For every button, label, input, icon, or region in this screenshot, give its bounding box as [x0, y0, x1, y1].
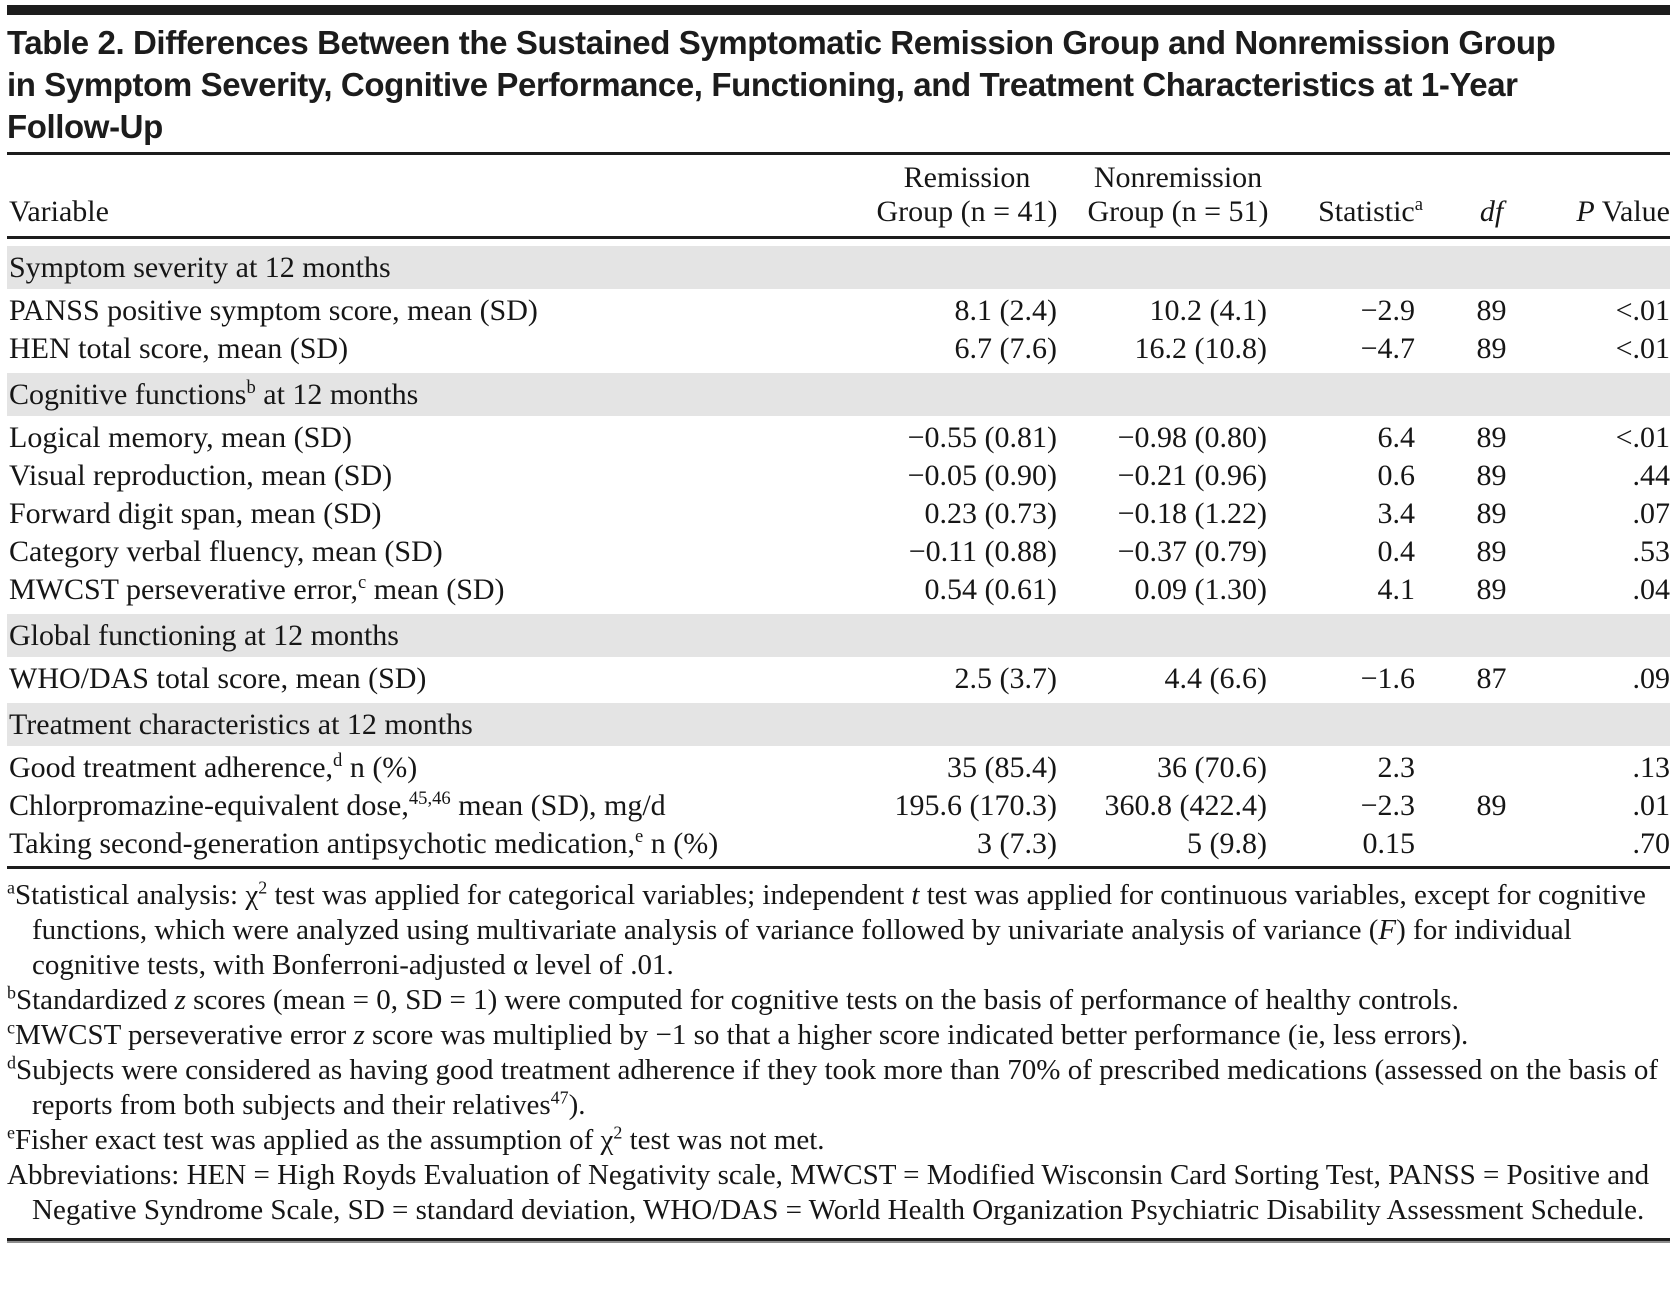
table-row	[7, 660, 1670, 698]
table-title-line: Follow-Up	[7, 108, 163, 145]
cell-nonremission: −0.21 (0.96)	[1117, 459, 1267, 492]
cell-df: 89	[1476, 789, 1507, 822]
cell-p-value: .70	[1632, 827, 1670, 860]
section-row	[7, 373, 1670, 416]
cell-remission: 0.23 (0.73)	[924, 497, 1057, 530]
table-row	[7, 419, 1670, 457]
cell-remission: −0.11 (0.88)	[908, 535, 1057, 568]
row-label: MWCST perseverative error,$^c$ mean (SD)	[9, 572, 505, 606]
table-row	[7, 292, 1670, 330]
col-header-remission-group: Remission Group (n = 41)	[876, 161, 1058, 228]
cell-remission: 8.1 (2.4)	[954, 294, 1057, 327]
cell-df: 89	[1476, 459, 1507, 492]
section-row	[7, 614, 1670, 657]
cell-df: 89	[1476, 573, 1507, 606]
table-row	[7, 749, 1670, 787]
cell-p-value: <.01	[1615, 332, 1670, 365]
cell-p-value: .04	[1632, 573, 1670, 606]
cell-statistic: −2.9	[1360, 294, 1415, 327]
cell-remission: 2.5 (3.7)	[954, 662, 1057, 695]
row-label: Logical memory, mean (SD)	[9, 421, 352, 454]
table-header-row	[7, 155, 1670, 236]
row-label: PANSS positive symptom score, mean (SD)	[9, 294, 538, 327]
footnote-d: $^d$Subjects were considered as having good treatment adherence if they took more than 70% of prescribed medications (assessed on the basis of reports from both subjects and their relatives$^{47}$).	[7, 1052, 1658, 1121]
row-label: Category verbal fluency, mean (SD)	[9, 535, 443, 568]
cell-statistic: 0.4	[1377, 535, 1415, 568]
cell-df: 89	[1476, 497, 1507, 530]
footnote-b: $^b$Standardized z scores (mean = 0, SD = 1) were computed for cognitive tests on the basis of performance of healthy controls.	[7, 982, 1459, 1016]
row-label: Good treatment adherence,$^d$ n (%)	[9, 750, 418, 784]
cell-df: 87	[1476, 662, 1507, 695]
cell-nonremission: −0.37 (0.79)	[1117, 535, 1267, 568]
cell-remission: −0.55 (0.81)	[907, 421, 1057, 454]
cell-nonremission: 360.8 (422.4)	[1104, 789, 1267, 822]
cell-remission: 3 (7.3)	[977, 827, 1057, 860]
row-label: Visual reproduction, mean (SD)	[9, 459, 393, 492]
col-header-statistic: Statistic$^a$	[1318, 194, 1423, 228]
cell-statistic: 6.4	[1377, 421, 1415, 454]
table-body	[7, 239, 1670, 866]
cell-remission: 35 (85.4)	[947, 751, 1057, 784]
cell-df: 89	[1476, 421, 1507, 454]
bottom-rule	[7, 1238, 1670, 1243]
col-header-df: df	[1479, 195, 1504, 228]
section-label: Global functioning at 12 months	[9, 618, 399, 652]
footnotes-block	[7, 869, 1670, 1234]
footnote-a: $^a$Statistical analysis: $\chi^2$ test was applied for categorical variables; independent t test was applied for continuous variables, except for cognitive functions, which were analyzed using multivariate analysis of variance followed by univariate analysis of variance (F) for individual cognitive tests, with Bonferroni-adjusted α level of .01.	[7, 877, 1646, 981]
section-label: Cognitive functions$^b$ at 12 months	[9, 376, 419, 411]
cell-p-value: <.01	[1615, 421, 1670, 454]
cell-p-value: .07	[1632, 497, 1670, 530]
cell-df: 89	[1476, 332, 1507, 365]
section-label: Treatment characteristics at 12 months	[9, 707, 473, 741]
cell-statistic: 0.15	[1362, 827, 1415, 860]
table-row	[7, 330, 1670, 368]
table-title-line: Table 2. Differences Between the Sustained Symptomatic Remission Group and Nonremission Group	[7, 24, 1556, 61]
cell-statistic: −4.7	[1360, 332, 1415, 365]
table-row	[7, 825, 1670, 863]
row-label: HEN total score, mean (SD)	[9, 332, 349, 365]
cell-nonremission: 36 (70.6)	[1157, 751, 1267, 784]
table-row	[7, 571, 1670, 609]
abbreviations-note: Abbreviations: HEN = High Royds Evaluation of Negativity scale, MWCST = Modified Wisconsin Card Sorting Test, PANSS = Positive and Negative Syndrome Scale, SD = standard deviation, WHO/DAS = World Health Organization Psychiatric Disability Assessment Schedule.	[7, 1159, 1650, 1226]
cell-p-value: .44	[1632, 459, 1670, 492]
cell-p-value: .13	[1632, 751, 1670, 784]
section-row	[7, 246, 1670, 289]
cell-p-value: .53	[1632, 535, 1670, 568]
row-label: Taking second-generation antipsychotic medication,$^e$ n (%)	[9, 826, 719, 860]
cell-statistic: 0.6	[1377, 459, 1415, 492]
table-row	[7, 787, 1670, 825]
table-title-line: in Symptom Severity, Cognitive Performance, Functioning, and Treatment Characteristics at 1-Year	[7, 66, 1518, 103]
col-header-nonremission-group: Nonremission Group (n = 51)	[1087, 161, 1269, 228]
section-row	[7, 703, 1670, 746]
cell-df: 89	[1476, 535, 1507, 568]
cell-remission: 6.7 (7.6)	[954, 332, 1057, 365]
cell-statistic: 3.4	[1377, 497, 1415, 530]
row-label: Forward digit span, mean (SD)	[9, 497, 382, 530]
cell-statistic: −1.6	[1360, 662, 1415, 695]
cell-nonremission: 10.2 (4.1)	[1149, 294, 1267, 327]
table-title	[7, 22, 1670, 155]
cell-nonremission: 0.09 (1.30)	[1134, 573, 1267, 606]
cell-remission: 195.6 (170.3)	[894, 789, 1057, 822]
cell-p-value: .01	[1632, 789, 1670, 822]
table-row	[7, 457, 1670, 495]
cell-nonremission: −0.98 (0.80)	[1117, 421, 1267, 454]
row-label: WHO/DAS total score, mean (SD)	[9, 662, 427, 695]
section-label: Symptom severity at 12 months	[9, 250, 391, 284]
cell-remission: −0.05 (0.90)	[907, 459, 1057, 492]
cell-statistic: −2.3	[1360, 789, 1415, 822]
cell-nonremission: 16.2 (10.8)	[1134, 332, 1267, 365]
footnote-c: $^c$MWCST perseverative error z score was multiplied by −1 so that a higher score indicated better performance (ie, less errors).	[7, 1017, 1469, 1051]
cell-nonremission: −0.18 (1.22)	[1117, 497, 1267, 530]
cell-p-value: .09	[1632, 662, 1670, 695]
cell-nonremission: 5 (9.8)	[1187, 827, 1267, 860]
cell-nonremission: 4.4 (6.6)	[1164, 662, 1267, 695]
table-row	[7, 533, 1670, 571]
col-header-variable: Variable	[9, 195, 109, 228]
top-rule	[7, 5, 1670, 15]
footnote-e: $^e$Fisher exact test was applied as the assumption of $\chi^2$ test was not met.	[7, 1122, 825, 1156]
cell-remission: 0.54 (0.61)	[924, 573, 1057, 606]
cell-df: 89	[1476, 294, 1507, 327]
cell-p-value: <.01	[1615, 294, 1670, 327]
row-label: Chlorpromazine-equivalent dose,$^{45,46}$ mean (SD), mg/d	[9, 788, 666, 822]
cell-statistic: 4.1	[1377, 573, 1415, 606]
table-row	[7, 495, 1670, 533]
cell-statistic: 2.3	[1377, 751, 1415, 784]
paper-table-figure	[0, 5, 1677, 1243]
col-header-p-value: P Value	[1576, 195, 1670, 228]
